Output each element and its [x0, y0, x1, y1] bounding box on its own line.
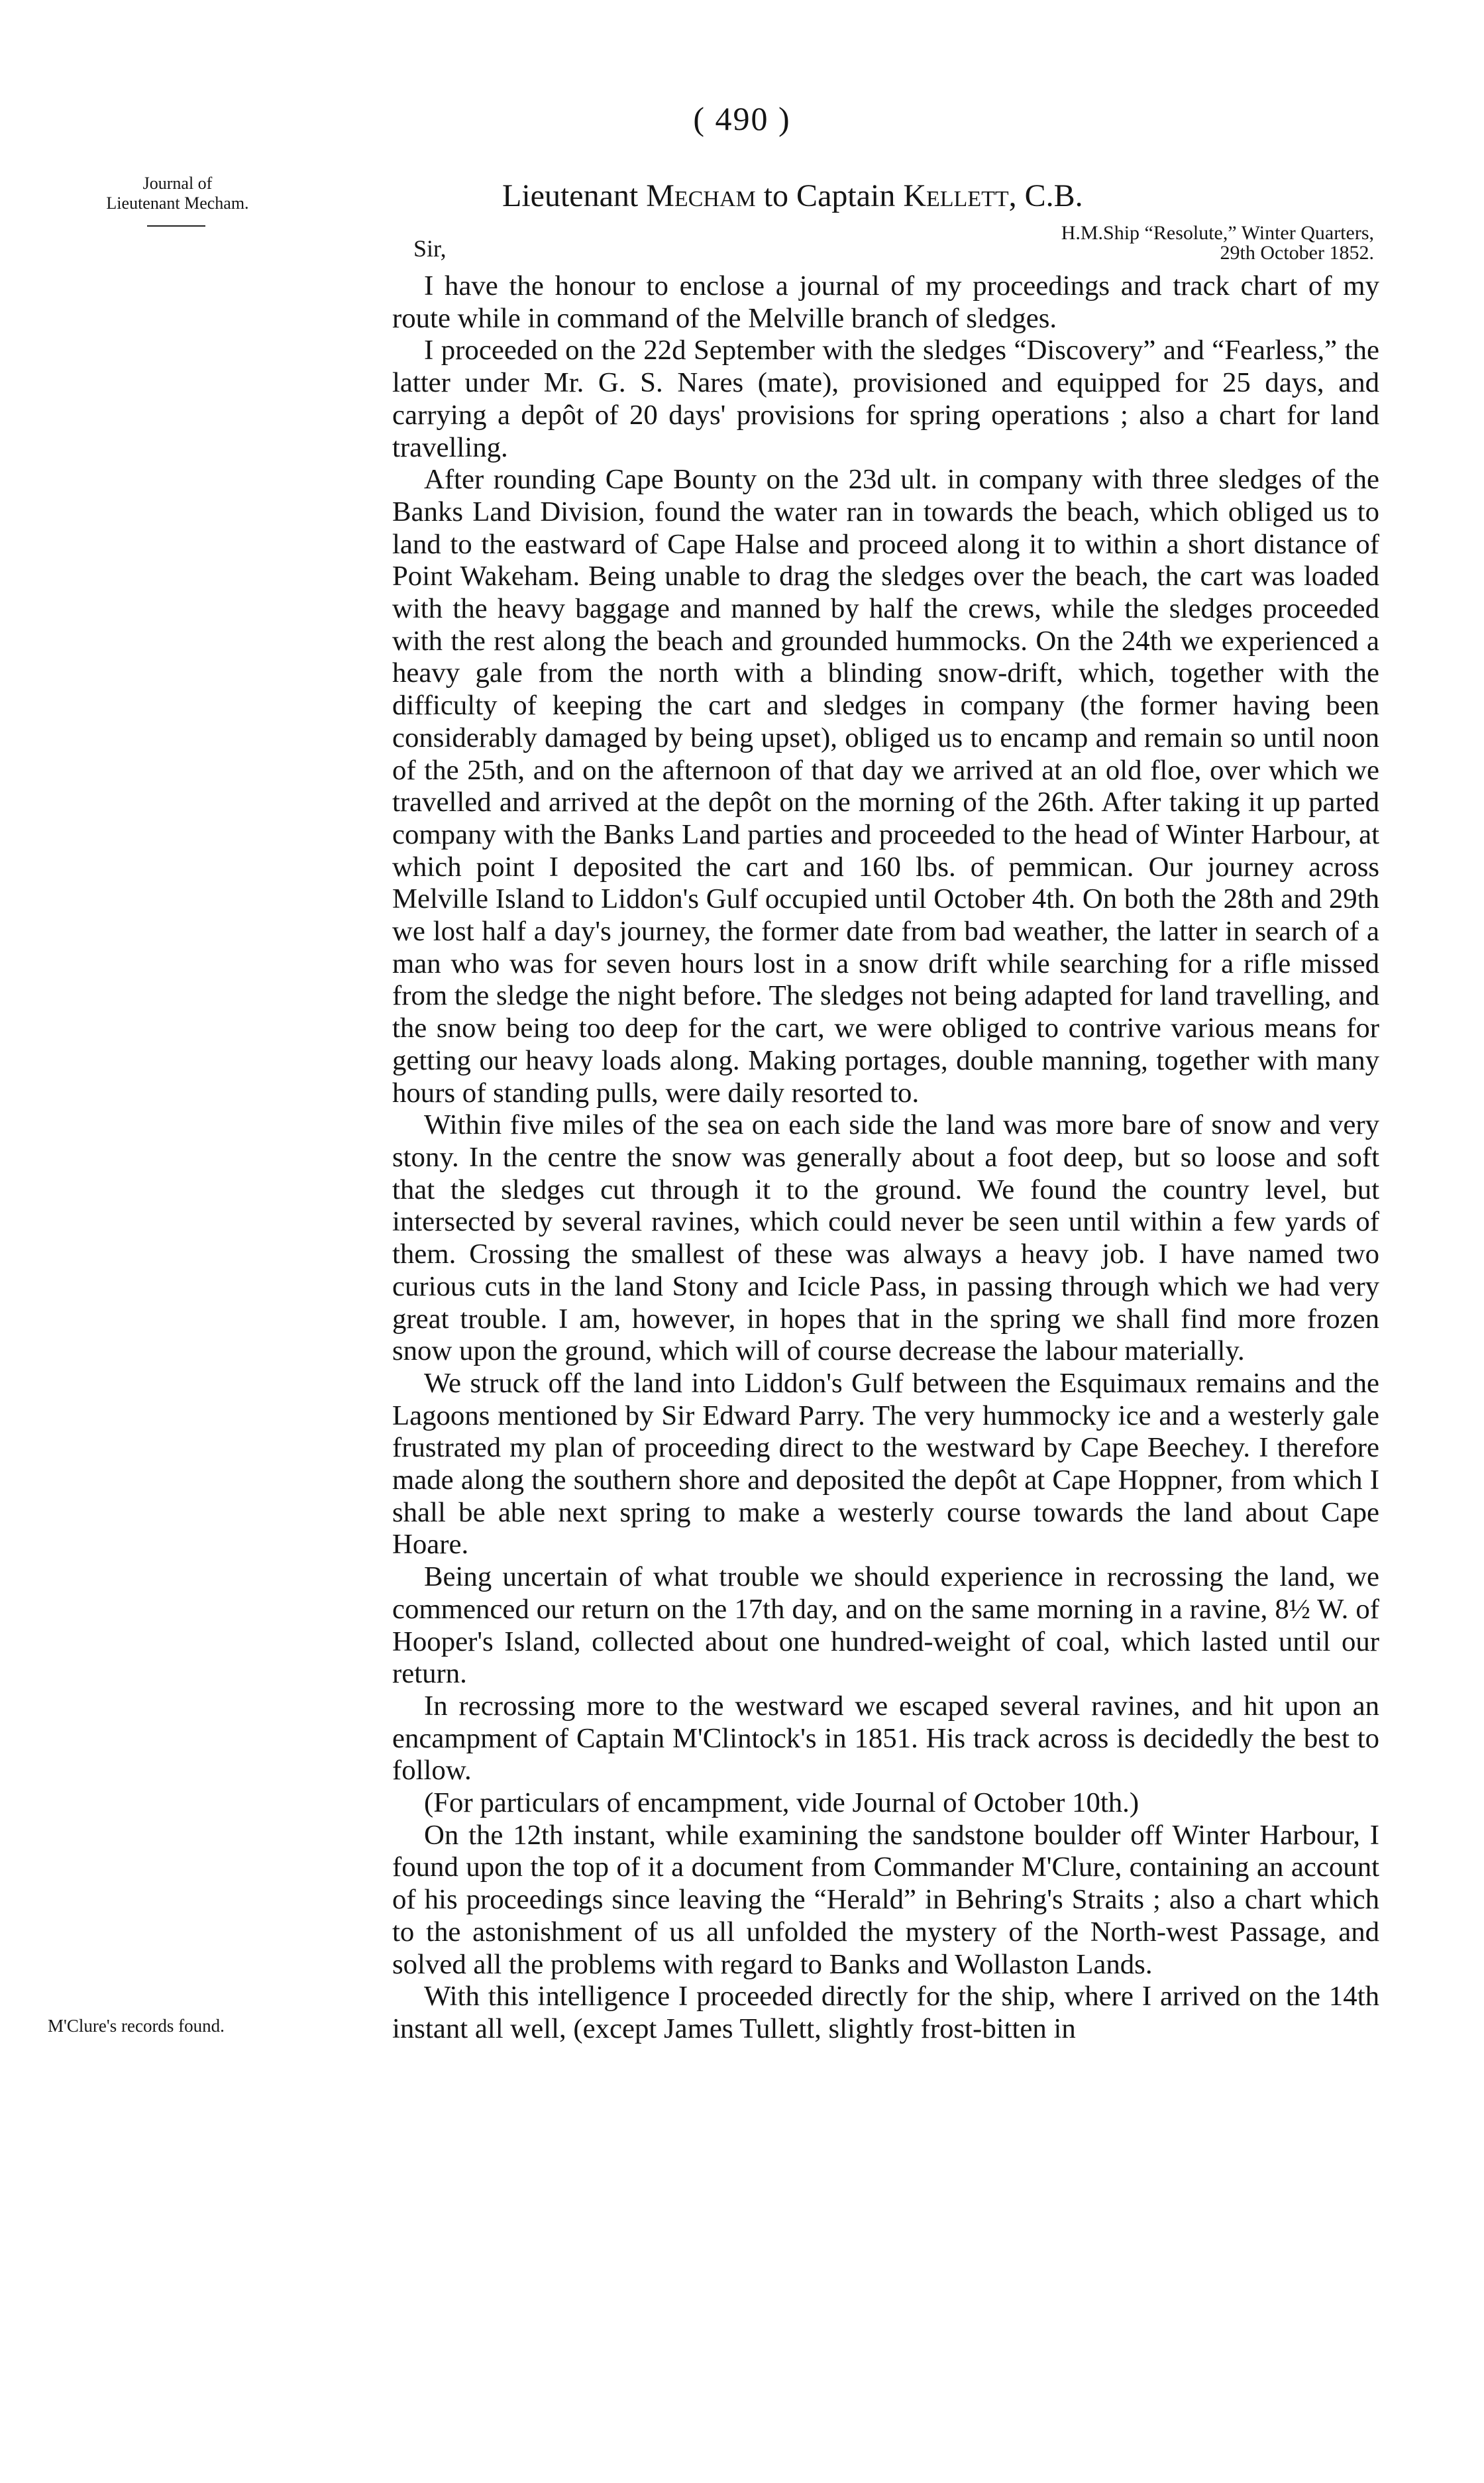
page-number: ( 490 ) [693, 100, 791, 137]
margin-note-mcclure: M'Clure's records found. [48, 2016, 225, 2036]
paragraph: In recrossing more to the westward we escaped several ravines, and hit upon an encampment of Captain M'Clintock's in 1851. His track across is decidedly the best to follow. [392, 1690, 1379, 1787]
paragraph: On the 12th instant, while examining the sandstone boulder off Winter Harbour, I found upon the top of it a document from Commander M'Clure, containing an account of his proceedings since leaving the “Herald” in Behring's Straits ; also a chart which to the astonishment of us all unfolded the mystery of the North-west Passage, and solved all the problems with regard to Banks and Wollaston Lands. [392, 1819, 1379, 1980]
salutation: Sir, [413, 235, 447, 262]
paragraph: I proceeded on the 22d September with the sledges “Discovery” and “Fearless,” the latter under Mr. G. S. Nares (mate), provisioned and equipped for 25 days, and carrying a depôt of 20 days' provisions for spring operations ; also a chart for land travelling. [392, 335, 1379, 463]
margin-note-journal-line2: Lieutenant Mecham. [106, 193, 249, 213]
margin-note-journal [78, 174, 277, 213]
title-middle: to Captain [755, 178, 904, 213]
paragraph: I have the honour to enclose a journal of my proceedings and track chart of my route while in command of the Melville branch of sledges. [392, 270, 1379, 334]
paragraph: With this intelligence I proceeded directly for the ship, where I arrived on the 14th instant all well, (except James Tullett, slightly frost-bitten in [392, 1981, 1379, 2044]
title-suffix: , C.B. [1008, 178, 1083, 213]
title-recipient: Kellett [903, 178, 1009, 213]
letter-body [392, 270, 1379, 2046]
title-author: Mecham [646, 178, 756, 213]
paragraph: After rounding Cape Bounty on the 23d ult. in company with three sledges of the Banks Land Division, found the water ran in towards the beach, which obliged us to land to the eastward of Cape Halse and proceed along it to within a short distance of Point Wakeham. Being unable to drag the sledges over the beach, the cart was loaded with the heavy baggage and manned by half the crews, while the sledges proceeded with the rest along the beach and grounded hummocks. On the 24th we experienced a heavy gale from the north with a blinding snow-drift, which, together with the difficulty of keeping the cart and sledges in company (the former having been considerably damaged by being upset), obliged us to encamp and remain so until noon of the 25th, and on the afternoon of that day we arrived at an old floe, over which we travelled and arrived at the depôt on the morning of the 26th. After taking it up parted company with the Banks Land parties and proceeded to the head of Winter Harbour, at which point I deposited the cart and 160 lbs. of pemmican. Our journey across Melville Island to Liddon's Gulf occupied until October 4th. On both the 28th and 29th we lost half a day's journey, the former date from bad weather, the latter in search of a man who was for seven hours lost in a snow drift while searching for a rifle missed from the sledge the night before. The sledges not being adapted for land travelling, and the snow being too deep for the cart, we were obliged to contrive various means for getting our heavy loads along. Making portages, double manning, together with many hours of standing pulls, were daily resorted to. [392, 464, 1379, 1109]
paragraph: Being uncertain of what trouble we should experience in recrossing the land, we commenced our return on the 17th day, and on the same morning in a ravine, 8½ W. of Hooper's Island, collected about one hundred-weight of coal, which lasted until our return. [392, 1561, 1379, 1690]
paragraph: (For particulars of encampment, vide Journal of October 10th.) [424, 1787, 1140, 1819]
paragraph: We struck off the land into Liddon's Gulf between the Esquimaux remains and the Lagoons mentioned by Sir Edward Parry. The very hummocky ice and a westerly gale frustrated my plan of proceeding direct to the westward by Cape Beechey. I therefore made along the southern shore and deposited the depôt at Cape Hoppner, from which I shall be able next spring to make a westerly course towards the land about Cape Hoare. [392, 1367, 1379, 1561]
letter-title [502, 178, 1456, 215]
dateline-ship: H.M.Ship “Resolute,” Winter Quarters, [1061, 222, 1374, 244]
paragraph: Within five miles of the sea on each side the land was more bare of snow and very stony. In the centre the snow was generally about a foot deep, but so loose and soft that the sledges cut through it to the ground. We found the country level, but intersected by several ravines, which could never be seen until within a few yards of them. Crossing the smallest of these was always a heavy job. I have named two curious cuts in the land Stony and Icicle Pass, in passing through which we had very great trouble. I am, however, in hopes that in the spring we shall find more frozen snow upon the ground, which will of course decrease the labour materially. [392, 1109, 1379, 1367]
title-prefix: Lieutenant [502, 178, 647, 213]
margin-note-journal-line1: Journal of [142, 174, 213, 193]
dateline-date: 29th October 1852. [1220, 242, 1374, 264]
